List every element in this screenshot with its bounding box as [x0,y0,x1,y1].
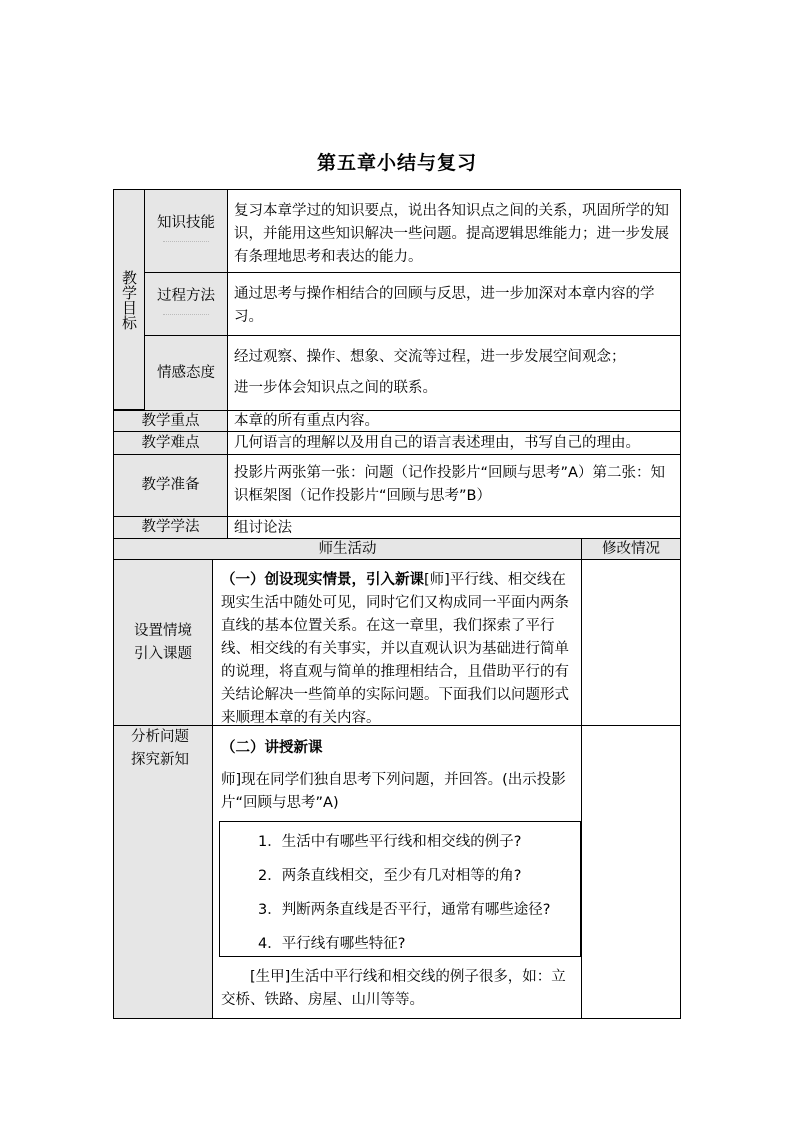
question-item: 3．判断两条直线是否平行，通常有哪些途径? [258,902,551,918]
section1-text: [师]平行线、相交线在现实生活中随处可见，同时它们又构成同一平面内两条直线的基本位置关系。在这一章里，我们探索了平行线、相交线的有关事实，并以直观认识为基础进行简单的说理，将直观与简单的推理相结合，且借助平行的有关结论解决一些简单的实际问题。下面我们以问题形式来顺理本章的有关内容。 [221,572,569,726]
difficulty-content: 几何语言的理解以及用自己的语言表述理由，书写自己的理由。 [227,431,681,455]
section1-revision [581,559,681,726]
section2-intro: 师]现在同学们独自思考下列问题，并回答。(出示投影片“回顾与思考”A) [221,772,566,811]
goal-label-emotion: 情感态度 [144,335,228,411]
focus-label: 教学重点 [113,410,228,432]
goal-label-knowledge: 知识技能 [144,189,228,273]
section2-content [212,725,582,1019]
goal-content-emotion: 经过观察、操作、想象、交流等过程，进一步发展空间观念； 进一步体会知识点之间的联系。 [227,335,681,411]
section1-label: 设置情境引入课题 [113,559,213,726]
question-item: 4．平行线有哪些特征? [258,936,406,952]
section2-label: 分析问题 探究新知 [113,725,213,1019]
method-content: 组讨论法 [227,516,681,539]
section2-heading: （二）讲授新课 [221,740,323,756]
question-item: 1．生活中有哪些平行线和相交线的例子? [258,834,522,850]
activity-header: 师生活动 [113,538,582,560]
section2-answer: [生甲]生活中平行线和相交线的例子很多，如：立交桥、铁路、房屋、山川等等。 [221,969,566,1008]
section1-heading: （一）创设现实情景，引入新课 [221,572,424,588]
method-label: 教学学法 [113,516,228,539]
question-box [219,821,581,957]
prep-label: 教学准备 [113,454,228,517]
section2-revision [581,725,681,1019]
goal-content-knowledge: 复习本章学过的知识要点，说出各知识点之间的关系，巩固所学的知识，并能用这些知识解决一些问题。提高逻辑思维能力；进一步发展有条理地思考和表达的能力。 [227,189,681,273]
focus-content: 本章的所有重点内容。 [227,410,681,432]
page-title: 第五章小结与复习 [316,152,477,174]
difficulty-label: 教学难点 [113,431,228,455]
goal-label-process: 过程方法 [144,272,228,336]
question-item: 2．两条直线相交，至少有几对相等的角? [258,868,522,884]
goal-content-process: 通过思考与操作相结合的回顾与反思，进一步加深对本章内容的学习。 [227,272,681,336]
section1-content [212,559,582,726]
goals-group-label: 教学目标 [113,189,145,410]
revision-header: 修改情况 [581,538,681,560]
prep-content: 投影片两张第一张：问题（记作投影片“回顾与思考”A）第二张：知识框架图（记作投影片“回顾与思考”B） [227,454,681,517]
